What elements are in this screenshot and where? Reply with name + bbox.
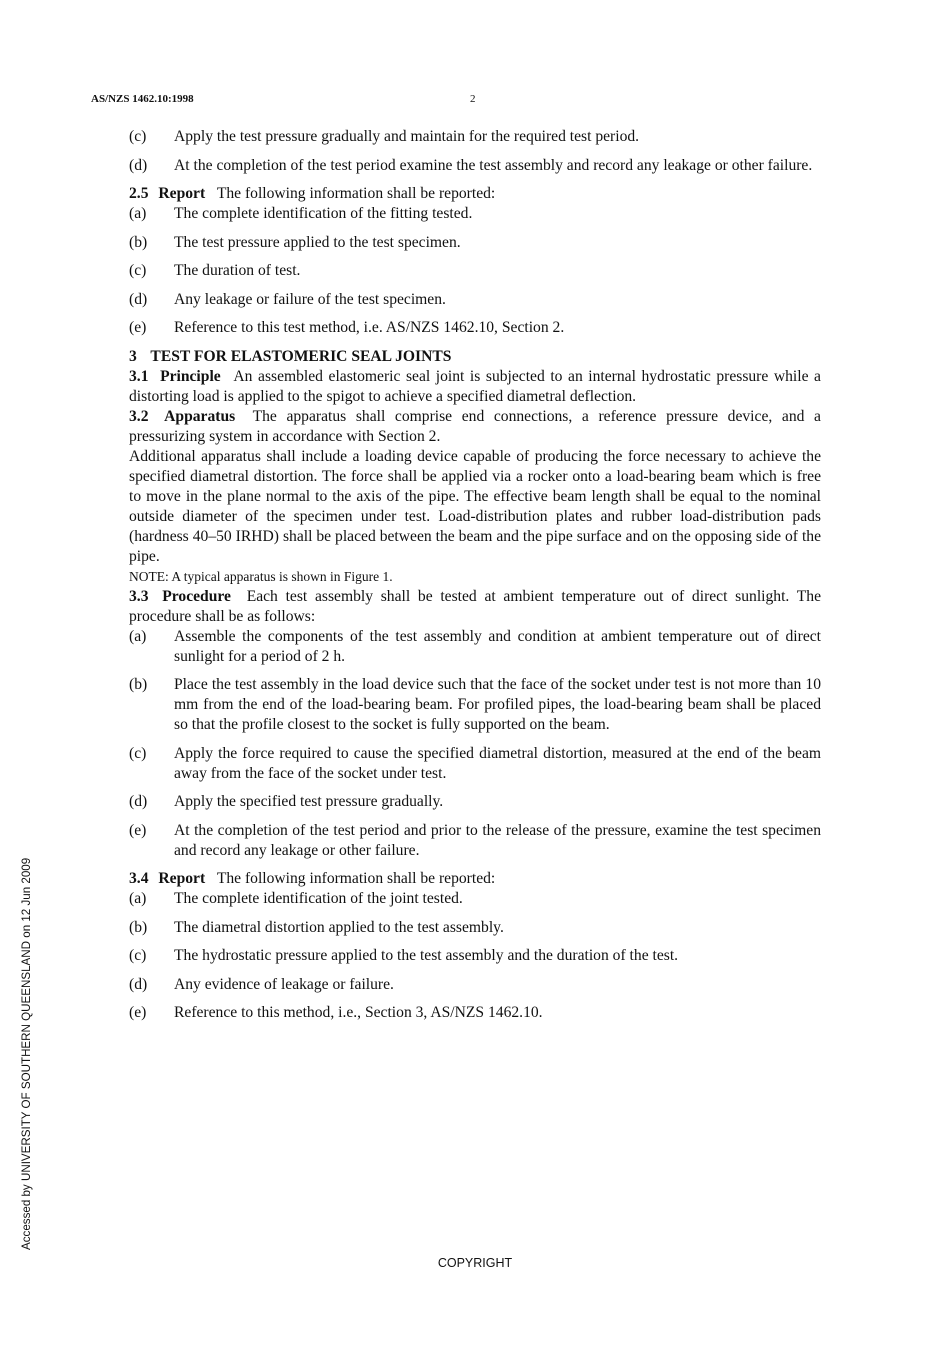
list-label: (c) [129, 128, 147, 145]
clause-text: The following information shall be reported: [216, 185, 496, 202]
list-text: Any evidence of leakage or failure. [174, 975, 394, 993]
clause-number: 3.4 [129, 870, 149, 887]
list-item [129, 627, 821, 667]
list-text: At the completion of the test period and prior to the release of the pressure, examine the test specimen and record any leakage or other failure. [174, 821, 821, 859]
clause-text: Each test assembly shall be tested at ambient temperature out of direct sunlight. The procedure shall be as follows: [129, 587, 821, 625]
list-label: (c) [129, 947, 147, 964]
list-label: (c) [129, 262, 147, 279]
list-label: (a) [129, 890, 147, 907]
clause-title: Procedure [162, 587, 231, 605]
list-label: (e) [129, 1004, 147, 1021]
clause-text: The following information shall be reported: [216, 870, 496, 887]
list-text: Apply the force required to cause the specified diametral distortion, measured at the end of the beam away from the face of the socket under test. [174, 744, 821, 782]
list-label: (e) [129, 821, 147, 839]
page-number: 2 [470, 93, 476, 105]
clause-3-2 [129, 407, 821, 447]
list-text: The duration of test. [174, 262, 301, 279]
list-item [129, 233, 821, 253]
page-body [129, 127, 821, 1032]
list-text: The complete identification of the joint tested. [174, 890, 463, 907]
list-text: At the completion of the test period examine the test assembly and record any leakage or other failure. [174, 156, 813, 174]
note: NOTE: A typical apparatus is shown in Figure 1. [129, 568, 393, 584]
list-item [129, 675, 821, 735]
list-item [129, 127, 821, 147]
list-text: Reference to this test method, i.e. AS/NZS 1462.10, Section 2. [174, 319, 565, 336]
clause-2-5 [129, 184, 821, 204]
list-text: The test pressure applied to the test specimen. [174, 233, 461, 251]
access-watermark: Accessed by UNIVERSITY OF SOUTHERN QUEENSLAND on 12 Jun 2009 [20, 857, 33, 1250]
list-label: (e) [129, 319, 147, 336]
list-item [129, 290, 821, 310]
list-item [129, 918, 821, 938]
list-text: The complete identification of the fitting tested. [174, 205, 473, 222]
clause-3-3 [129, 587, 821, 627]
clause-title: Report [158, 870, 206, 887]
clause-title: Principle [160, 367, 221, 385]
list-item [129, 1003, 821, 1023]
list-label: (b) [129, 918, 148, 936]
list-label: (d) [129, 156, 148, 174]
clause-3-1 [129, 367, 821, 407]
list-label: (b) [129, 676, 148, 693]
list-label: (a) [129, 627, 147, 645]
list-label: (b) [129, 233, 148, 251]
list-text: The hydrostatic pressure applied to the test assembly and the duration of the test. [174, 947, 679, 964]
list-text: Apply the test pressure gradually and maintain for the required test period. [174, 128, 640, 145]
list-item [129, 889, 821, 909]
clause-number: 3.3 [129, 587, 149, 605]
list-item [129, 792, 821, 812]
list-text: Assemble the components of the test assembly and condition at ambient temperature out of direct sunlight for a period of 2 h. [174, 627, 821, 665]
list-text: Place the test assembly in the load device such that the face of the socket under test is not more than 10 mm from the end of the load-bearing beam. For profiled pipes, the load-bearing beam shall be placed so that the profile closest to the socket is fully supported on the beam. [174, 676, 821, 733]
clause-number: 2.5 [129, 185, 149, 202]
list-item [129, 261, 821, 281]
clause-number: 3.1 [129, 367, 149, 385]
list-label: (d) [129, 975, 148, 993]
clause-title: Report [158, 185, 206, 202]
section-heading [129, 347, 821, 367]
list-label: (d) [129, 793, 148, 810]
apparatus-paragraph: Additional apparatus shall include a loading device capable of producing the force necessary to achieve the specified diametral distortion. The force shall be applied via a rocker onto a load-bearing beam which is free to move in the plane normal to the axis of the pipe. The effective beam length shall be equal to the nominal outside diameter of the specimen under test. Load-distribution plates and rubber load-distribution pads (hardness 40–50 IRHD) shall be placed between the beam and the pipe surface and on the opposing side of the pipe. [129, 447, 821, 565]
clause-text: The apparatus shall comprise end connections, a reference pressure device, and a pressurizing system in accordance with Section 2. [129, 407, 821, 445]
list-item [129, 156, 821, 176]
list-label: (a) [129, 205, 147, 222]
clause-number: 3.2 [129, 407, 149, 425]
clause-3-4 [129, 869, 821, 889]
list-text: Reference to this method, i.e., Section 3, AS/NZS 1462.10. [174, 1004, 543, 1021]
list-label: (c) [129, 744, 147, 762]
document-id: AS/NZS 1462.10:1998 [91, 93, 194, 105]
list-item [129, 821, 821, 861]
list-item [129, 975, 821, 995]
copyright-footer: COPYRIGHT [437, 1256, 513, 1270]
list-item [129, 946, 821, 966]
clause-title: Apparatus [164, 407, 236, 425]
list-text: Any leakage or failure of the test specimen. [174, 290, 446, 308]
section-title: TEST FOR ELASTOMERIC SEAL JOINTS [150, 347, 452, 365]
clause-text: An assembled elastomeric seal joint is subjected to an internal hydrostatic pressure while a distorting load is applied to the spigot to achieve a specified diametral deflection. [129, 367, 821, 405]
list-item [129, 204, 821, 224]
list-label: (d) [129, 290, 148, 308]
list-item [129, 744, 821, 784]
list-item [129, 318, 821, 338]
list-text: Apply the specified test pressure gradually. [174, 793, 444, 810]
section-number: 3 [129, 347, 137, 365]
list-text: The diametral distortion applied to the test assembly. [174, 918, 504, 936]
